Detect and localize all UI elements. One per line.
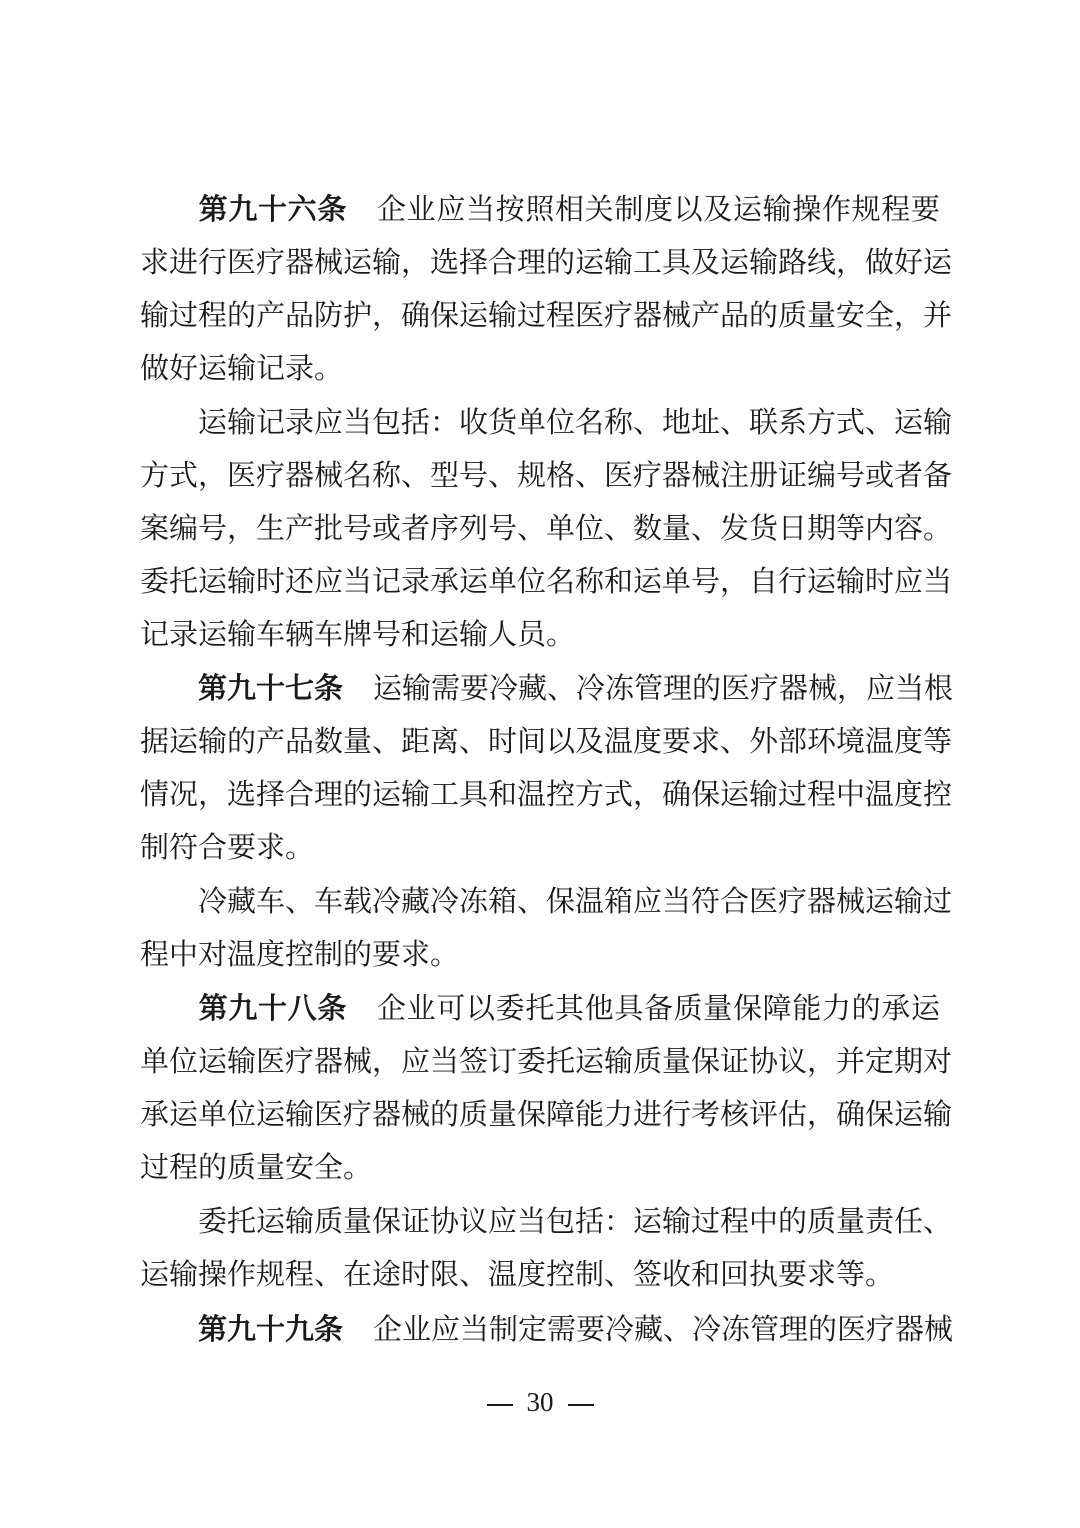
article-97-line-3: 情况，选择合理的运输工具和温控方式，确保运输过程中温度控 <box>140 777 953 811</box>
article-96-line-4: 做好运输记录。 <box>140 351 344 385</box>
article-99-title: 第九十九条 <box>198 1312 344 1346</box>
article-96-p2-line-4: 委托运输时还应当记录承运单位名称和运单号，自行运输时应当 <box>140 564 953 598</box>
article-99-line-1: 第九十九条 企业应当制定需要冷藏、冷冻管理的医疗器械 <box>198 1312 954 1346</box>
article-96-line-1: 第九十六条 企业应当按照相关制度以及运输操作规程要 <box>198 192 940 226</box>
article-98-line-2: 单位运输医疗器械，应当签订委托运输质量保证协议，并定期对 <box>140 1044 953 1078</box>
article-96-p2-line-1: 运输记录应当包括：收货单位名称、地址、联系方式、运输 <box>198 405 953 439</box>
article-97-line-1: 第九十七条 运输需要冷藏、冷冻管理的医疗器械，应当根 <box>198 671 954 705</box>
footer-dash-right <box>568 1404 594 1406</box>
footer-dash-left <box>487 1404 513 1406</box>
page-footer <box>0 1380 1080 1424</box>
page-number: 30 <box>526 1387 554 1417</box>
article-96-p2-line-5: 记录运输车辆车牌号和运输人员。 <box>140 617 576 651</box>
article-97-p2-line-1: 冷藏车、车载冷藏冷冻箱、保温箱应当符合医疗器械运输过 <box>198 884 953 918</box>
article-96-line-2: 求进行医疗器械运输，选择合理的运输工具及运输路线，做好运 <box>140 245 953 279</box>
article-97-line-2: 据运输的产品数量、距离、时间以及温度要求、外部环境温度等 <box>140 724 953 758</box>
article-98-p2-line-2: 运输操作规程、在途时限、温度控制、签收和回执要求等。 <box>140 1257 895 1291</box>
article-98-title: 第九十八条 <box>198 991 347 1025</box>
article-96-line-3: 输过程的产品防护，确保运输过程医疗器械产品的质量安全，并 <box>140 298 953 332</box>
article-97-p2-line-2: 程中对温度控制的要求。 <box>140 937 460 971</box>
article-96-p2-line-2: 方式，医疗器械名称、型号、规格、医疗器械注册证编号或者备 <box>140 458 953 492</box>
article-97-title: 第九十七条 <box>198 671 344 705</box>
article-96-title: 第九十六条 <box>198 192 347 226</box>
article-98-line-3: 承运单位运输医疗器械的质量保障能力进行考核评估，确保运输 <box>140 1097 953 1131</box>
article-96-p2-line-3: 案编号，生产批号或者序列号、单位、数量、发货日期等内容。 <box>140 511 953 545</box>
article-98-p2-line-1: 委托运输质量保证协议应当包括：运输过程中的质量责任、 <box>198 1204 953 1238</box>
article-98-line-4: 过程的质量安全。 <box>140 1150 373 1184</box>
article-98-line-1: 第九十八条 企业可以委托其他具备质量保障能力的承运 <box>198 991 940 1025</box>
article-97-line-4: 制符合要求。 <box>140 830 315 864</box>
